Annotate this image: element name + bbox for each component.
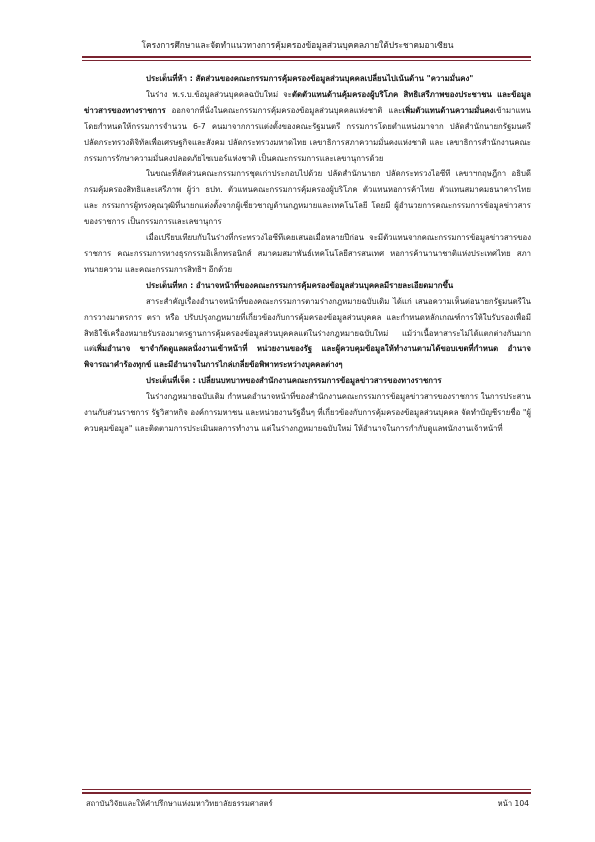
paragraph-1-text-c: ออกจากที่นั่งในคณะกรรมการคุ้มครองข้อมูลส่วนบุคคลแห่งชาติ และ	[165, 105, 403, 115]
header-rule-thick	[82, 56, 531, 58]
paragraph-4	[84, 294, 531, 374]
paragraph-1-bold-d: เพิ่มตัวแทนด้านความมั่นคง	[402, 105, 494, 115]
paragraph-1-text-e: เข้ามาแทน โดยกำหนดให้กรรมการจำนวน 6-7 คนมาจากการแต่งตั้งของคณะรัฐมนตรี กรรมการโดยตำแหน่งมาจาก ปลัดสำนักนายกรัฐมนตรี ปลัดกระทรวงดิจิทัลเพื่อเศรษฐกิจและสังคม ปลัดกระทรวงมหาดไทย เลขาธิการสภาความมั่นคงแห่งชาติ และ เลขาธิการสำนักงานคณะกรรมการรักษาความมั่นคงปลอดภัยไซเบอร์แห่งชาติ เป็นคณะกรรมการและเลขานุการด้วย	[84, 105, 531, 163]
paragraph-1-bold-b: ตัดตัวแทนด้านคุ้มครองผู้บริโภค สิทธิเสรีภาพของประชาชน และข้อมูลข่าวสารของทางราชการ	[84, 89, 531, 115]
footer-institute: สถาบันวิจัยและให้คำปรึกษาแห่งมหาวิทยาลัยธรรมศาสตร์	[86, 799, 273, 808]
footer-rule-thick	[82, 792, 531, 794]
running-header: โครงการศึกษาและจัดทำแนวทางการคุ้มครองข้อมูลส่วนบุคคลภายใต้ประชาคมอาเซียน	[141, 40, 454, 50]
paragraph-4-text-a: สาระสำคัญเรื่องอำนาจหน้าที่ของคณะกรรมการตามร่างกฎหมายฉบับเดิม ได้แก่ เสนอความเห็นต่อนายกรัฐมนตรีในการวางมาตรการ ตรา หรือ ปรับปรุงกฎหมายที่เกี่ยวข้องกับการคุ้มครองข้อมูลส่วนบุคคล และกำหนดหลักเกณฑ์การให้ใบรับรองเพื่อมีสิทธิใช้เครื่องหมายรับรองมาตรฐานการคุ้มครองข้อมูลส่วนบุคคลแต่ในร่างกฎหมายฉบับใหม่ แม้ว่าเนื้อหาสาระไม่ได้แตกต่างกันมาก แต่	[84, 296, 531, 354]
paragraph-1-text-a: ในร่าง พ.ร.บ.ข้อมูลส่วนบุคคลฉบับใหม่ จะ	[146, 89, 292, 99]
issue-5-heading: ประเด็นที่ห้า : สัดส่วนของคณะกรรมการคุ้มครองข้อมูลส่วนบุคคลเปลี่ยนไปเน้นด้าน "ความมั่นคง"	[146, 74, 474, 83]
header-rule-thin	[82, 60, 531, 61]
footer-rule-thin	[82, 789, 531, 790]
paragraph-4-bold-b: เพิ่มอำนาจ ขาจำกัดดูแลผลนั่งงานเข้าหน้าที่ หน่วยงานของรัฐ และผู้ควบคุมข้อมูลให้ทำงานตามได้ขอบเขตที่กำหนด อำนาจพิจารณาคำร้องทุกข์ และมีอำนาจในการไกล่เกลี่ยข้อพิพาทระหว่างบุคคลต่างๆ	[84, 344, 531, 370]
issue-7-heading: ประเด็นที่เจ็ด : เปลี่ยนบทบาทของสำนักงานคณะกรรมการข้อมูลข่าวสารของทางราชการ	[146, 376, 442, 386]
paragraph-5: ในร่างกฎหมายฉบับเดิม กำหนดอำนาจหน้าที่ของสำนักงานคณะกรรมการข้อมูลข่าวสารของราชการ ในการประสานงานกับส่วนราชการ รัฐวิสาหกิจ องค์การมหาชน และหน่วยงานรัฐอื่นๆ ที่เกี่ยวข้องกับการคุ้มครองข้อมูลส่วนบุคคล จัดทำบัญชีรายชื่อ "ผู้ควบคุมข้อมูล" และติดตามการประเมินผลการทำงาน แต่ในร่างกฎหมายฉบับใหม่ ให้อำนาจในการกำกับดูแลพนักงานเจ้าหน้าที่	[84, 392, 531, 433]
paragraph-1	[84, 87, 531, 167]
paragraph-3: เมื่อเปรียบเทียบกับในร่างที่กระทรวงไอซีทีเคยเสนอเมื่อหลายปีก่อน จะมีตัวแทนจากคณะกรรมการข้อมูลข่าวสารของราชการ คณะกรรมการทางธุรกรรมอิเล็กทรอนิกส์ สมาคมสมาพันธ์เทคโนโลยีสารสนเทศ หอการค้านานาชาติแห่งประเทศไทย สภาทนายความ และคณะกรรมการสิทธิฯ อีกด้วย	[84, 233, 531, 274]
paragraph-2: ในขณะที่สัดส่วนคณะกรรมการชุดเก่าประกอบไปด้วย ปลัดสำนักนายก ปลัดกระทรวงไอซีที เลขาฯกฤษฎีกา อธิบดีกรมคุ้มครองสิทธิและเสรีภาพ ผู้ว่า ธปท. ตัวแทนคณะกรรมการคุ้มครองผู้บริโภค ตัวแทนหอการค้าไทย ตัวแทนสมาคมธนาคารไทย และ กรรมการผู้ทรงคุณวุฒิที่นายกแต่งตั้งจากผู้เชี่ยวชาญด้านกฎหมายและเทคโนโลยี โดยมี ผู้อำนวยการคณะกรรมการข้อมูลข่าวสารของราชการ เป็นกรรมการและเลขานุการ	[84, 169, 531, 227]
page-number: หน้า 104	[497, 799, 529, 808]
issue-6-heading: ประเด็นที่หก : อำนาจหน้าที่ของคณะกรรมการคุ้มครองข้อมูลส่วนบุคคลมีรายละเอียดมากขึ้น	[146, 280, 454, 290]
document-body	[84, 71, 531, 437]
